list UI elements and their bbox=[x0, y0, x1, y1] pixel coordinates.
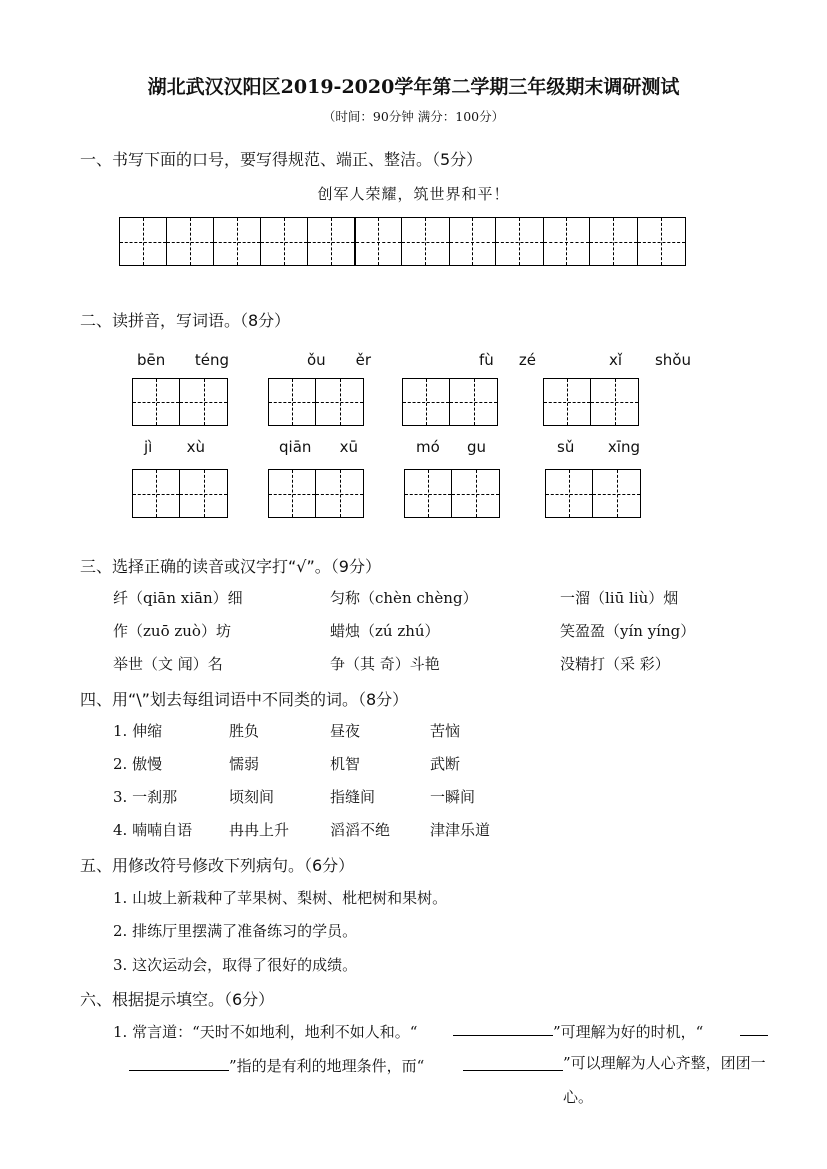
word-option[interactable]: 机智 bbox=[330, 755, 361, 773]
choice-item[interactable]: 一溜（liū liù）烟 bbox=[560, 589, 679, 607]
choice-item[interactable]: 举世（文 闻）名 bbox=[113, 655, 223, 673]
blank-line-2-start[interactable] bbox=[740, 1035, 768, 1036]
word-grid[interactable] bbox=[545, 469, 641, 518]
writing-cell[interactable] bbox=[496, 218, 544, 265]
word-option[interactable]: 武断 bbox=[430, 755, 461, 773]
word-grid[interactable] bbox=[268, 378, 364, 426]
word-option[interactable]: 1. 伸缩 bbox=[113, 722, 163, 740]
writing-cell[interactable] bbox=[120, 218, 167, 265]
pinyin-label: sǔ xīng bbox=[557, 438, 640, 456]
word-option[interactable]: 4. 喃喃自语 bbox=[113, 821, 193, 839]
writing-cell[interactable] bbox=[261, 218, 309, 265]
page-title: 湖北武汉汉阳区2019-2020学年第二学期三年级期末调研测试 bbox=[147, 76, 680, 98]
pinyin-label: qiān xū bbox=[279, 438, 358, 456]
writing-cell[interactable] bbox=[402, 218, 450, 265]
pinyin-label: fù zé bbox=[479, 351, 536, 369]
word-grid[interactable] bbox=[543, 378, 639, 426]
blank-line-3[interactable] bbox=[463, 1070, 563, 1071]
fill-question-lead: 1. 常言道：“天时不如地利，地利不如人和。“ bbox=[113, 1023, 418, 1041]
pinyin-label: xǐ shǒu bbox=[609, 351, 691, 369]
word-option[interactable]: 顷刻间 bbox=[229, 788, 275, 806]
fill-question-text: ”指的是有利的地理条件，而“ bbox=[229, 1057, 425, 1075]
word-option[interactable]: 一瞬间 bbox=[430, 788, 476, 806]
sentence-item: 3. 这次运动会，取得了很好的成绩。 bbox=[113, 956, 358, 974]
pinyin-label: bēn téng bbox=[137, 351, 229, 369]
choice-item[interactable]: 没精打（采 彩） bbox=[560, 655, 670, 673]
section4-heading: 四、用“\”划去每组词语中不同类的词。（8分） bbox=[80, 690, 409, 709]
section1-heading: 一、书写下面的口号，要写得规范、端正、整洁。（5分） bbox=[80, 150, 483, 169]
blank-line-2[interactable] bbox=[129, 1070, 229, 1071]
word-grid[interactable] bbox=[132, 469, 228, 518]
writing-cell[interactable] bbox=[590, 218, 638, 265]
choice-item[interactable]: 匀称（chèn chèng） bbox=[330, 589, 478, 607]
word-grid[interactable] bbox=[402, 378, 498, 426]
choice-item[interactable]: 笑盈盈（yín yíng） bbox=[560, 622, 696, 640]
choice-item[interactable]: 蜡烛（zú zhú） bbox=[330, 622, 440, 640]
writing-cell[interactable] bbox=[214, 218, 261, 265]
choice-item[interactable]: 纤（qiān xiān）细 bbox=[113, 589, 243, 607]
choice-item[interactable]: 作（zuō zuò）坊 bbox=[113, 622, 231, 640]
writing-cell[interactable] bbox=[450, 218, 497, 265]
word-option[interactable]: 苦恼 bbox=[430, 722, 461, 740]
writing-cell[interactable] bbox=[638, 218, 685, 265]
word-grid[interactable] bbox=[268, 469, 364, 518]
word-option[interactable]: 津津乐道 bbox=[430, 821, 491, 839]
section3-heading: 三、选择正确的读音或汉字打“√”。（9分） bbox=[80, 557, 381, 576]
word-option[interactable]: 2. 傲慢 bbox=[113, 755, 163, 773]
word-grid[interactable] bbox=[132, 378, 228, 426]
pinyin-label: mó gu bbox=[416, 438, 486, 456]
word-grid[interactable] bbox=[404, 469, 500, 518]
exam-info: （时间：90分钟 满分：100分） bbox=[322, 109, 505, 124]
writing-cell[interactable] bbox=[356, 218, 403, 265]
blank-line-1[interactable] bbox=[453, 1035, 553, 1036]
slogan-text: 创军人荣耀，筑世界和平！ bbox=[317, 185, 510, 203]
word-option[interactable]: 昼夜 bbox=[330, 722, 361, 740]
sentence-item: 1. 山坡上新栽种了苹果树、梨树、枇杷树和果树。 bbox=[113, 889, 448, 907]
section2-heading: 二、读拼音，写词语。（8分） bbox=[80, 311, 291, 330]
word-option[interactable]: 3. 一刹那 bbox=[113, 788, 178, 806]
choice-item[interactable]: 争（其 奇）斗艳 bbox=[330, 655, 440, 673]
section6-heading: 六、根据提示填空。（6分） bbox=[80, 990, 275, 1009]
word-option[interactable]: 胜负 bbox=[229, 722, 260, 740]
fill-question-tail: ”可以理解为人心齐整，团团一心。 bbox=[563, 1054, 766, 1106]
pinyin-label: ǒu ěr bbox=[307, 351, 371, 369]
writing-cell[interactable] bbox=[167, 218, 215, 265]
fill-question-text: ”可理解为好的时机，“ bbox=[553, 1023, 704, 1041]
pinyin-label: jì xù bbox=[144, 438, 205, 456]
writing-cell[interactable] bbox=[308, 218, 356, 265]
word-option[interactable]: 冉冉上升 bbox=[229, 821, 290, 839]
word-option[interactable]: 指缝间 bbox=[330, 788, 376, 806]
sentence-item: 2. 排练厅里摆满了准备练习的学员。 bbox=[113, 922, 358, 940]
word-option[interactable]: 懦弱 bbox=[229, 755, 260, 773]
slogan-writing-grid[interactable] bbox=[119, 217, 686, 266]
section5-heading: 五、用修改符号修改下列病句。（6分） bbox=[80, 856, 355, 875]
writing-cell[interactable] bbox=[544, 218, 591, 265]
word-option[interactable]: 滔滔不绝 bbox=[330, 821, 391, 839]
